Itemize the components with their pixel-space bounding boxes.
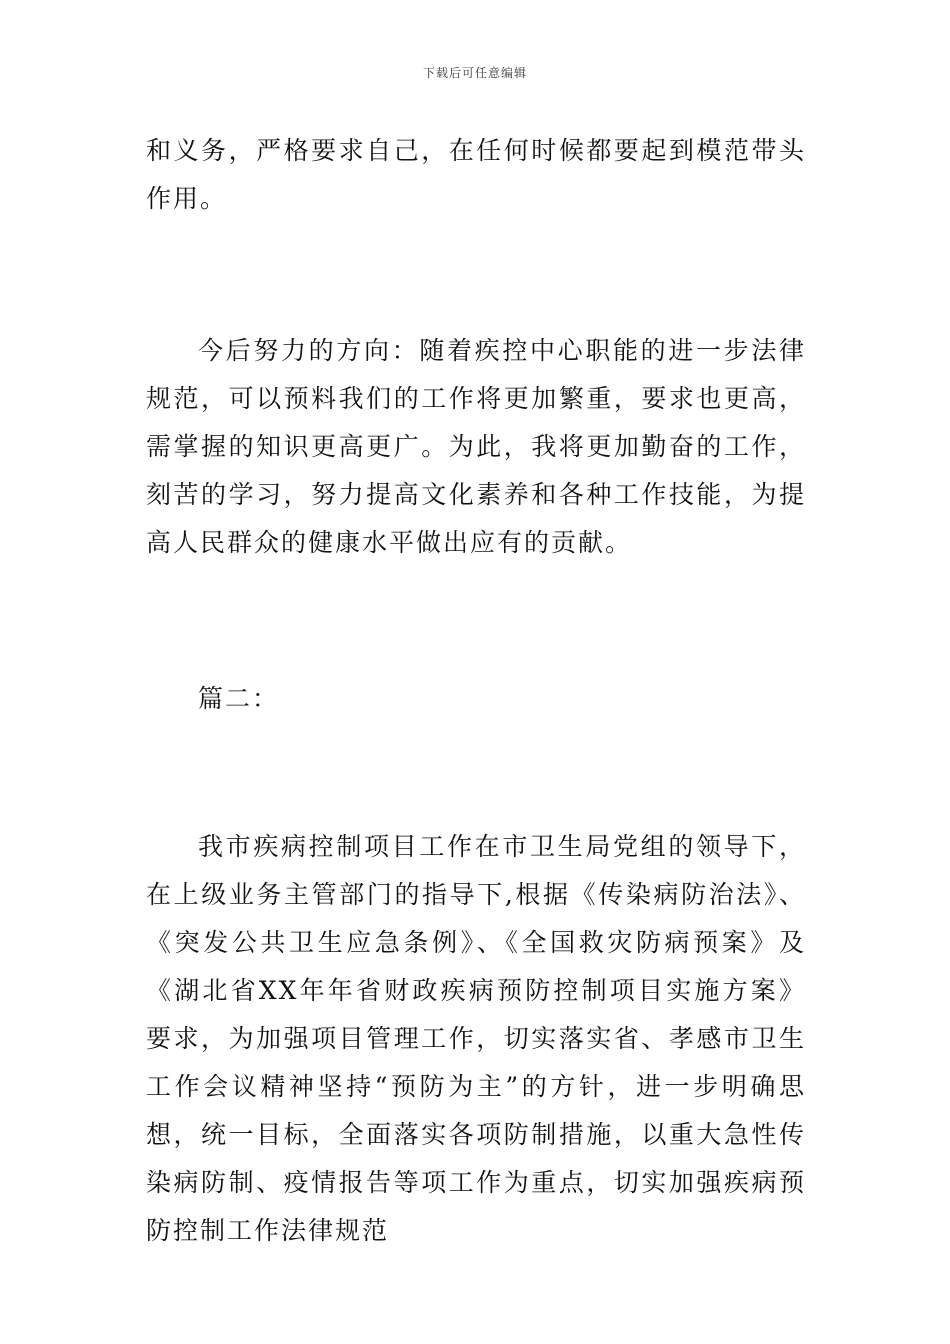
paragraph-continuation: 和义务，严格要求自己，在任何时候都要起到模范带头作用。: [146, 136, 806, 213]
section-heading: 篇二：: [198, 684, 280, 713]
paragraph-disease-control: 我市疾病控制项目工作在市卫生局党组的领导下，在上级业务主管部门的指导下,根据《传染病防治法》、《突发公共卫生应急条例》、《全国救灾防病预案》及《湖北省XX年年省财政疾病预防控制项目实施方案》要求，为加强项目管理工作，切实落实省、孝感市卫生工作会议精神坚持“预防为主”的方针，进一步明确思想，统一目标，全面落实各项防制措施，以重大急性传染病防制、疫情报告等项工作为重点，切实加强疾病预防控制工作法律规范: [146, 832, 806, 1245]
page-header-note: 下载后可任意编辑: [422, 66, 527, 80]
paragraph-future-direction: 今后努力的方向：随着疾控中心职能的进一步法律规范，可以预料我们的工作将更加繁重，要求也更高，需掌握的知识更高更广。为此，我将更加勤奋的工作，刻苦的学习，努力提高文化素养和各种工作技能，为提高人民群众的健康水平做出应有的贡献。: [146, 336, 806, 557]
